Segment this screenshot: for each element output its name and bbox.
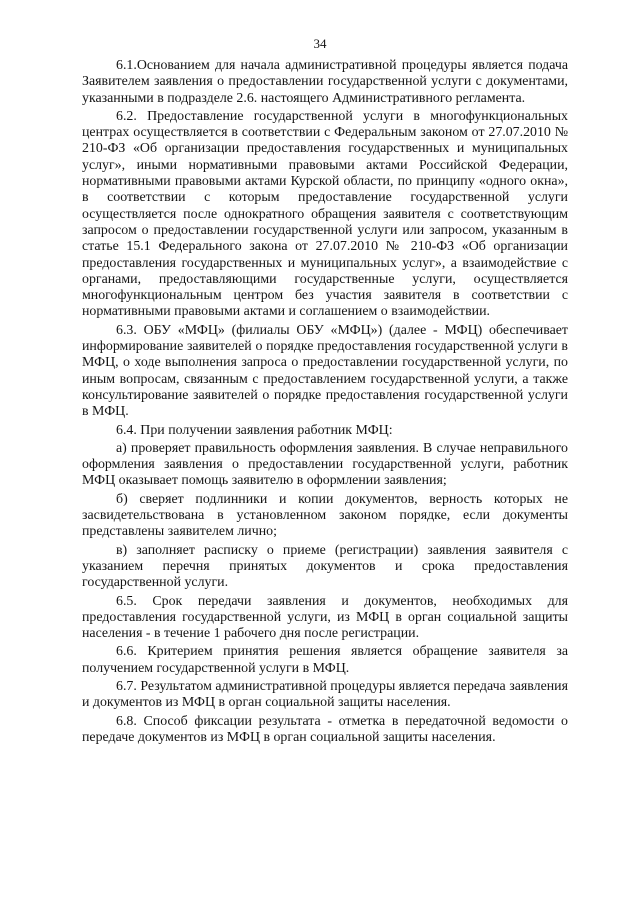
paragraph-6-5: 6.5. Срок передачи заявления и документов, необходимых для предоставления государственной услуги, из МФЦ в орган социальной защиты населения - в течение 1 рабочего дня после регистрации.	[82, 593, 568, 642]
paragraph-6-8: 6.8. Способ фиксации результата - отметка в передаточной ведомости о передаче документов из МФЦ в орган социальной защиты населения.	[82, 713, 568, 745]
paragraph-6-1: 6.1.Основанием для начала административной процедуры является подача Заявителем заявления о предоставлении государственной услуги с документами, указанными в подразделе 2.6. настоящего Административного регламента.	[82, 58, 568, 106]
paragraph-6-4-b: б) сверяет подлинники и копии документов, верность которых не засвидетельствована в установленном законом порядке, если документы представлены заявителем лично;	[82, 491, 568, 540]
paragraph-6-3: 6.3. ОБУ «МФЦ» (филиалы ОБУ «МФЦ») (далее - МФЦ) обеспечивает информирование заявителей о порядке предоставления государственной услуги в МФЦ, о ходе выполнения запроса о предоставлении государственной услуги, по иным вопросам, связанным с предоставлением государственной услуги, а также консультирование заявителей о порядке предоставления государственной услуги в МФЦ.	[82, 322, 568, 420]
paragraph-6-6: 6.6. Критерием принятия решения является обращение заявителя за получением государственной услуги в МФЦ.	[82, 644, 568, 676]
paragraph-6-4-a: а) проверяет правильность оформления заявления. В случае неправильного оформления заявления о предоставлении государственной услуги, работник МФЦ оказывает помощь заявителю в оформлении заявления;	[82, 440, 568, 489]
paragraph-6-4-v: в) заполняет расписку о приеме (регистрации) заявления заявителя с указанием перечня принятых документов и срока предоставления государственной услуги.	[82, 542, 568, 591]
document-body	[82, 58, 568, 748]
paragraph-6-2: 6.2. Предоставление государственной услуги в многофункциональных центрах осуществляется в соответствии с Федеральным законом от 27.07.2010 № 210-ФЗ «Об организации предоставления государственных и муниципальных услуг», иными нормативными правовыми актами Российской Федерации, нормативными правовыми актами Курской области, по принципу «одного окна», в соответствии с которым предоставление государственной услуги осуществляется после однократного обращения заявителя с соответствующим запросом о предоставлении государственной услуги или запросом, указанным в статье 15.1 Федерального закона от 27.07.2010 № 210-ФЗ «Об организации предоставления государственных и муниципальных услуг», а взаимодействие с органами, предоставляющими государственные услуги, осуществляется многофункциональным центром без участия заявителя в соответствии с нормативными правовыми актами и соглашением о взаимодействии.	[82, 108, 568, 320]
paragraph-6-4: 6.4. При получении заявления работник МФЦ:	[116, 422, 393, 438]
page-number: 34	[313, 36, 327, 51]
paragraph-6-7: 6.7. Результатом административной процедуры является передача заявления и документов из МФЦ в орган социальной защиты населения.	[82, 678, 568, 711]
